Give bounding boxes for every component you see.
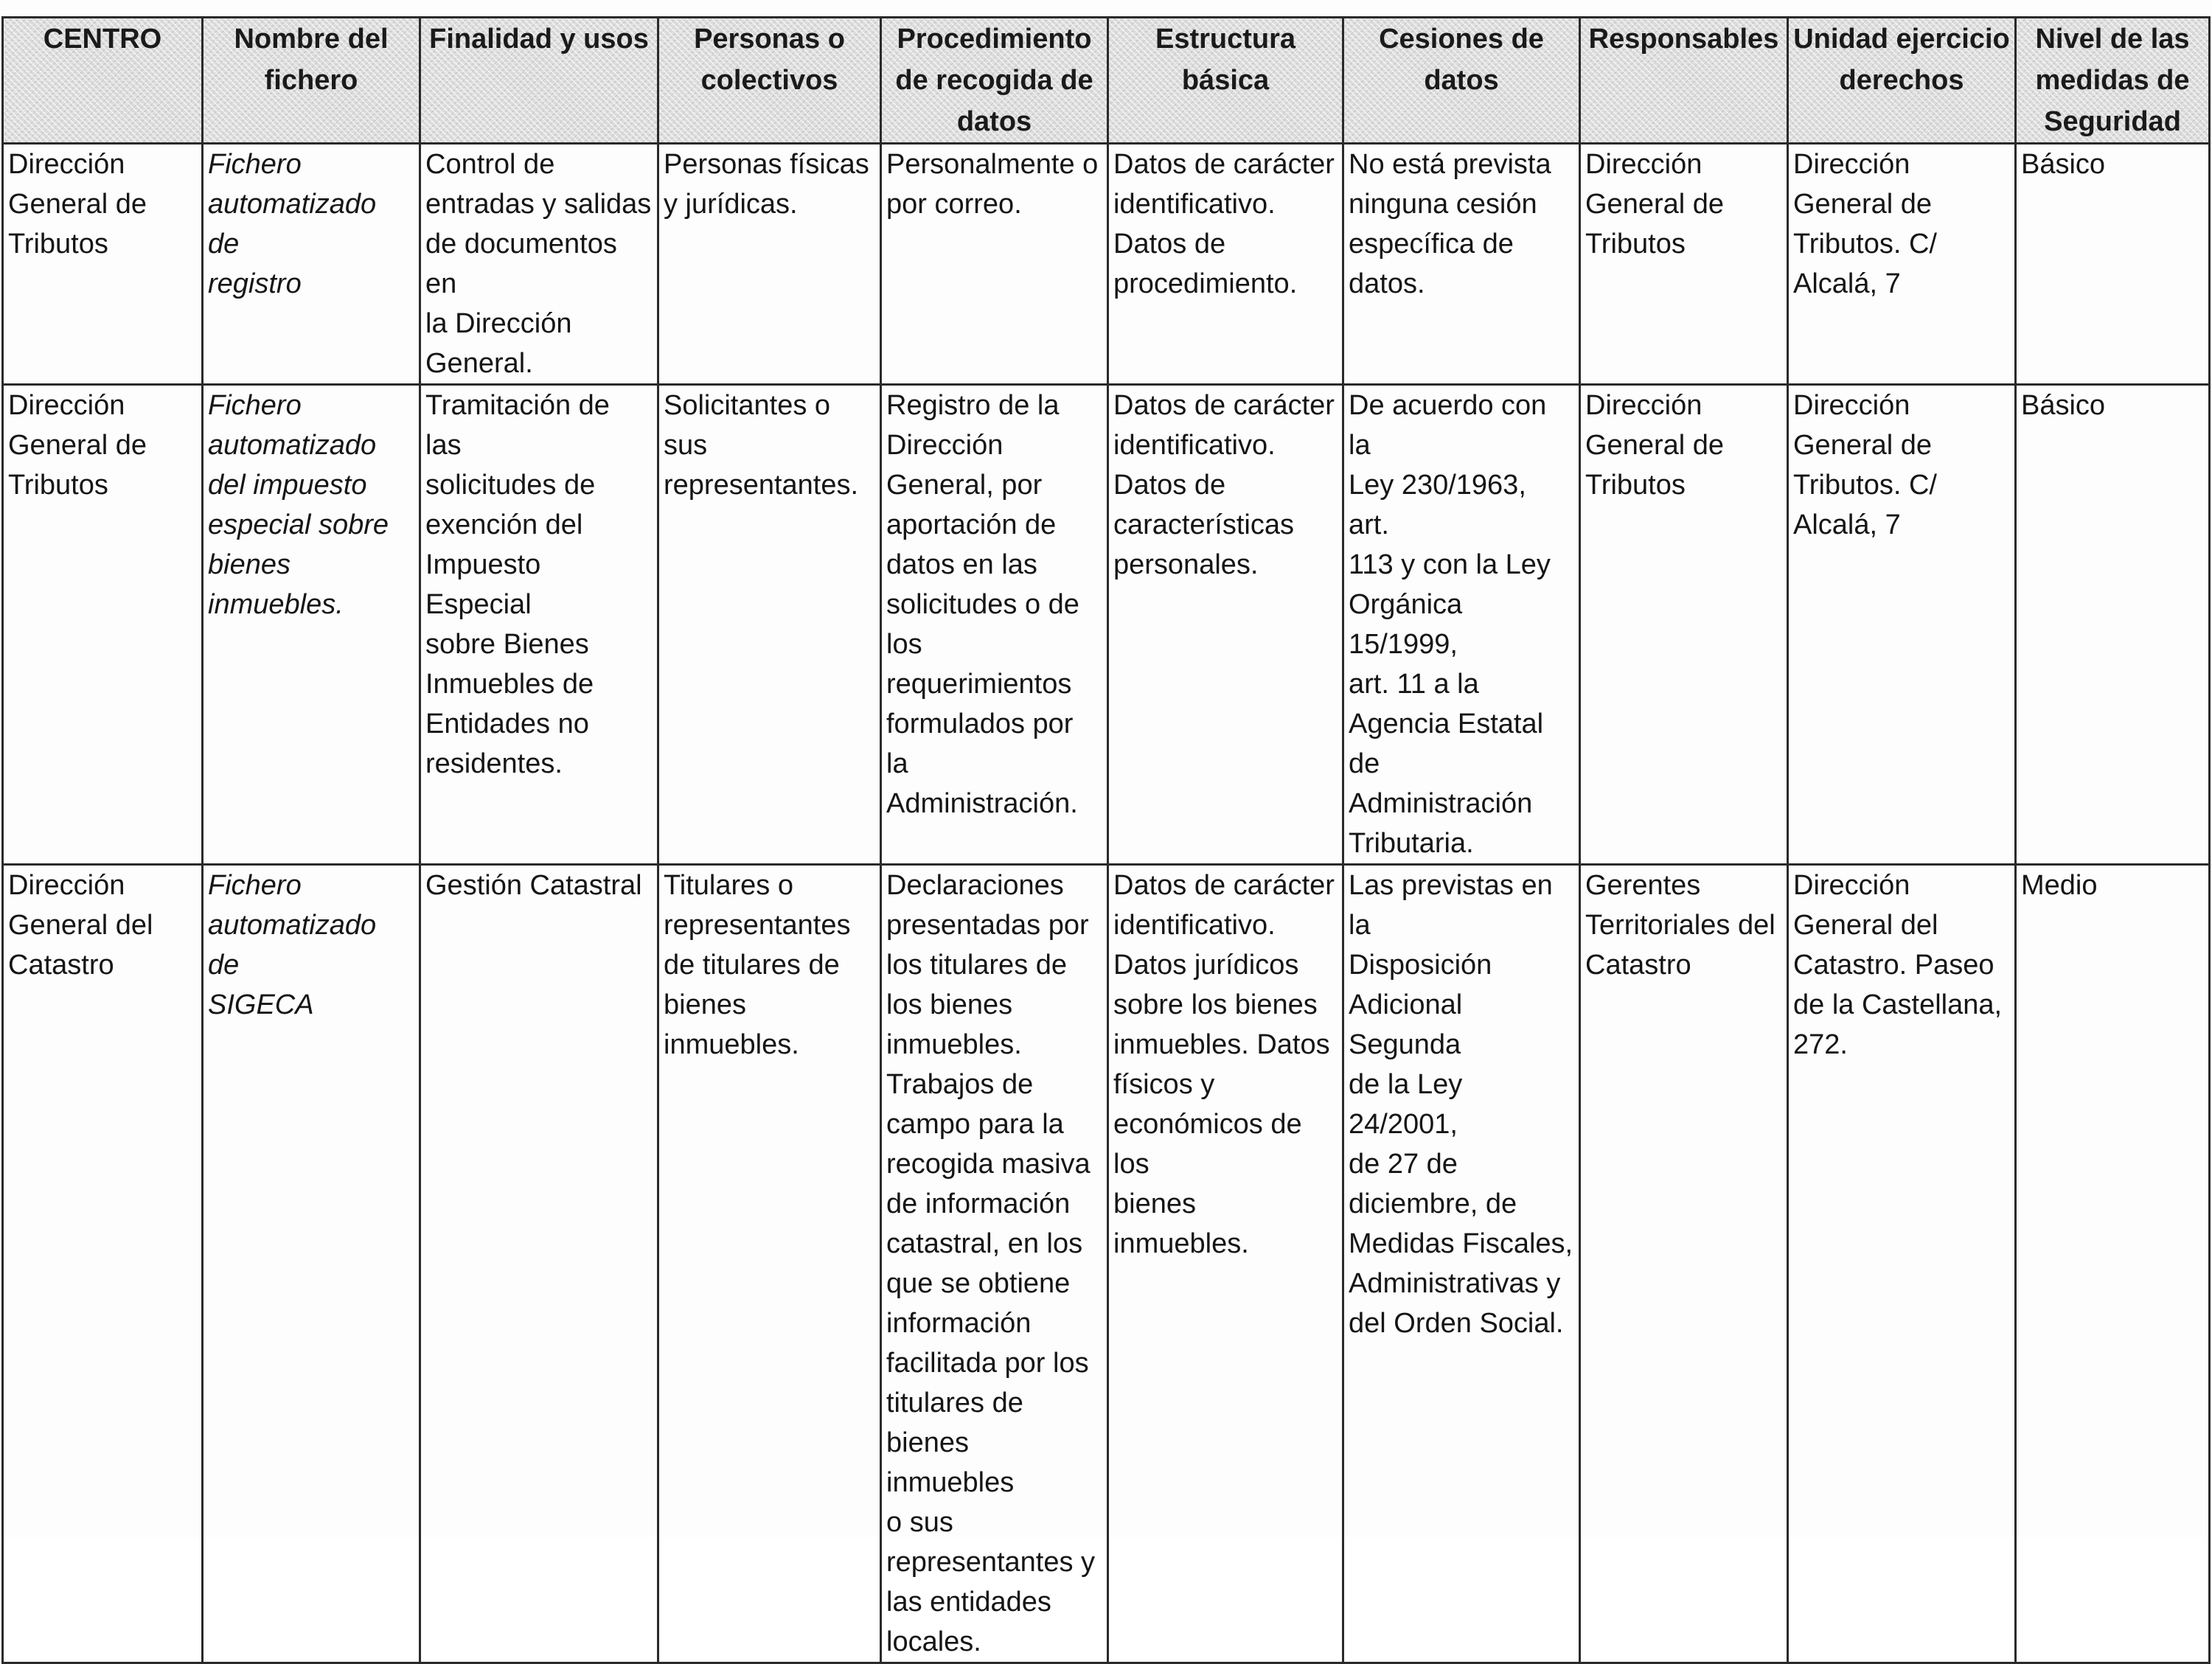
cell-cesiones: No está prevista ninguna cesión específica de datos. [1343,144,1580,385]
cell-unidad-derechos: Dirección General del Catastro. Paseo de la Castellana, 272. [1788,865,2016,1663]
cell-nivel-seguridad: Medio [2016,865,2210,1663]
cell-personas: Personas físicas y jurídicas. [658,144,881,385]
cell-nombre-fichero: Fichero automatizado de SIGECA [203,865,420,1663]
header-cesiones-datos: Cesiones de datos [1343,18,1580,144]
cell-nivel-seguridad: Básico [2016,144,2210,385]
cell-unidad-derechos: Dirección General de Tributos. C/ Alcalá, 7 [1788,385,2016,865]
data-files-table [1,16,2211,1664]
cell-finalidad: Gestión Catastral [420,865,658,1663]
cell-finalidad: Tramitación de las solicitudes de exención del Impuesto Especial sobre Bienes Inmuebles de Entidades no residentes. [420,385,658,865]
cell-responsables: Dirección General de Tributos [1580,144,1788,385]
header-nombre-fichero: Nombre del fichero [203,18,420,144]
table-row [3,865,2210,1663]
header-personas-colectivos: Personas o colectivos [658,18,881,144]
cell-nombre-fichero: Fichero automatizado de registro [203,144,420,385]
cell-responsables: Dirección General de Tributos [1580,385,1788,865]
cell-personas: Titulares o representantes de titulares de bienes inmuebles. [658,865,881,1663]
table-row [3,385,2210,865]
cell-unidad-derechos: Dirección General de Tributos. C/ Alcalá, 7 [1788,144,2016,385]
cell-procedimiento: Registro de la Dirección General, por aportación de datos en las solicitudes o de los requerimientos formulados por la Administración. [881,385,1108,865]
cell-responsables: Gerentes Territoriales del Catastro [1580,865,1788,1663]
cell-procedimiento: Declaraciones presentadas por los titulares de los bienes inmuebles. Trabajos de campo para la recogida masiva de información catastral, en los que se obtiene información facilitada por los titulares de bienes inmuebles o sus representantes y las entidades locales. [881,865,1108,1663]
header-procedimiento-recogida: Procedimiento de recogida de datos [881,18,1108,144]
header-estructura-basica: Estructura básica [1108,18,1343,144]
cell-personas: Solicitantes o sus representantes. [658,385,881,865]
cell-estructura: Datos de carácter identificativo. Datos de características personales. [1108,385,1343,865]
cell-cesiones: Las previstas en la Disposición Adicional Segunda de la Ley 24/2001, de 27 de diciembre, de Medidas Fiscales, Administrativas y del Orden Social. [1343,865,1580,1663]
cell-cesiones: De acuerdo con la Ley 230/1963, art. 113 y con la Ley Orgánica 15/1999, art. 11 a la Agencia Estatal de Administración Tributaria. [1343,385,1580,865]
cell-finalidad: Control de entradas y salidas de documentos en la Dirección General. [420,144,658,385]
cell-centro: Dirección General de Tributos [3,144,203,385]
cell-estructura: Datos de carácter identificativo. Datos jurídicos sobre los bienes inmuebles. Datos físicos y económicos de los bienes inmuebles. [1108,865,1343,1663]
header-nivel-seguridad: Nivel de las medidas de Seguridad [2016,18,2210,144]
cell-procedimiento: Personalmente o por correo. [881,144,1108,385]
table-header-row [3,18,2210,144]
header-finalidad-usos: Finalidad y usos [420,18,658,144]
cell-estructura: Datos de carácter identificativo. Datos de procedimiento. [1108,144,1343,385]
header-responsables: Responsables [1580,18,1788,144]
table-row [3,144,2210,385]
cell-nombre-fichero: Fichero automatizado del impuesto especial sobre bienes inmuebles. [203,385,420,865]
header-unidad-ejercicio-derechos: Unidad ejercicio derechos [1788,18,2016,144]
header-centro: CENTRO [3,18,203,144]
cell-nivel-seguridad: Básico [2016,385,2210,865]
cell-centro: Dirección General de Tributos [3,385,203,865]
cell-centro: Dirección General del Catastro [3,865,203,1663]
